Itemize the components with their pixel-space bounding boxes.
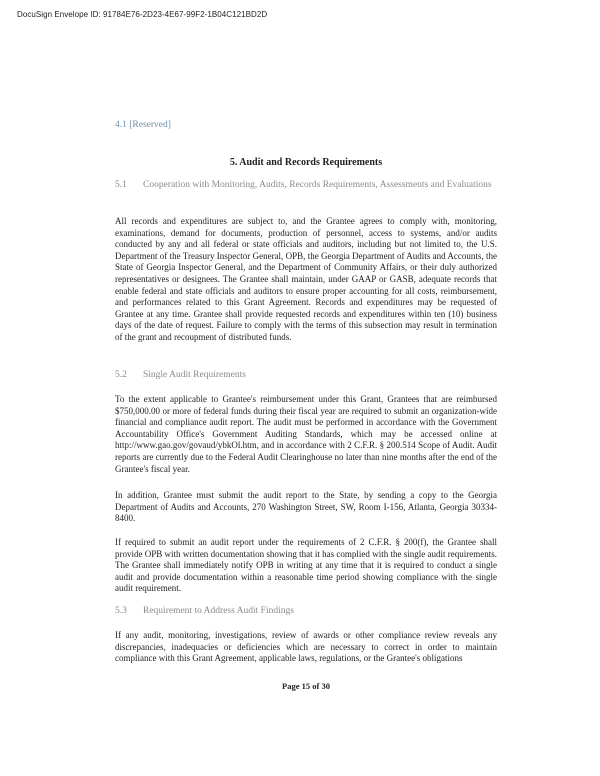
paragraph-single-audit: To the extent applicable to Grantee's reimbursement under this Grant, Grantees that are reimbursed $750,000.00 or more of federal funds during their fiscal year are required to submit an organization-wide financial and compliance audit report. The audit must be performed in accordance with the Government Accountability Office's Government Auditing Standards, which may be accessed online at http://www.gao.gov/govaud/ybkOl.htm, and in accordance with 2 C.F.R. § 200.514 Scope of Audit. Audit reports are currently due to the Federal Audit Clearinghouse no later than nine months after the end of the Grantee's fiscal year. [115, 394, 497, 474]
paragraph-state-submission: In addition, Grantee must submit the audit report to the State, by sending a copy to the Georgia Department of Audits and Accounts, 270 Washington Street, SW, Room I-156, Atlanta, Georgia 30334-8400. [115, 490, 497, 524]
page-number: Page 15 of 30 [282, 681, 330, 691]
subsection-label: Single Audit Requirements [143, 370, 246, 380]
docusign-envelope-id: DocuSign Envelope ID: 91784E76-2D23-4E67-99F2-1B04C121BD2D [17, 10, 268, 19]
reserved-clause: 4.1 [Reserved] [115, 120, 171, 130]
section-title: 5. Audit and Records Requirements [229, 157, 383, 168]
subsection-heading-5-1 [115, 180, 497, 191]
subsection-label: Requirement to Address Audit Findings [143, 606, 294, 616]
paragraph-records: All records and expenditures are subject to, and the Grantee agrees to comply with, monitoring, examinations, demand for documents, production of personnel, access to systems, and/or audits conducted by any and all federal or state officials and auditors, including but not limited to, the U.S. Department of the Treasury Inspector General, OPB, the Georgia Department of Audits and Accounts, the State of Georgia Inspector General, and the Department of Community Affairs, or their duly authorized representatives or designees. The Grantee shall maintain, under GAAP or GASB, adequate records that enable federal and state officials and auditors to ensure proper accounting for all costs, reimbursement, and performances related to this Grant Agreement. Records and expenditures may be requested of Grantee at any time. Grantee shall provide requested records and expenditures within ten (10) business days of the date of request. Failure to comply with the terms of this subsection may result in termination of the grant and recoupment of distributed funds. [115, 216, 497, 342]
paragraph-audit-findings: If any audit, monitoring, investigations, review of awards or other compliance review reveals any discrepancies, inadequacies or deficiencies which are necessary to correct in order to maintain compliance with this Grant Agreement, applicable laws, regulations, or the Grantee's obligations [115, 630, 497, 664]
subsection-number: 5.2 [115, 370, 127, 380]
subsection-number: 5.3 [115, 606, 127, 616]
subsection-label: Cooperation with Monitoring, Audits, Records Requirements, Assessments and Evaluations [143, 180, 492, 190]
subsection-number: 5.1 [115, 180, 127, 190]
subsection-heading-5-3 [115, 606, 497, 617]
paragraph-notify-opb: If required to submit an audit report under the requirements of 2 C.F.R. § 200(f), the Grantee shall provide OPB with written documentation showing that it has complied with the single audit requirements. The Grantee shall immediately notify OPB in writing at any time that it is required to conduct a single audit and provide documentation within a reasonable time period showing compliance with the single audit requirement. [115, 537, 497, 594]
subsection-heading-5-2 [115, 370, 497, 381]
